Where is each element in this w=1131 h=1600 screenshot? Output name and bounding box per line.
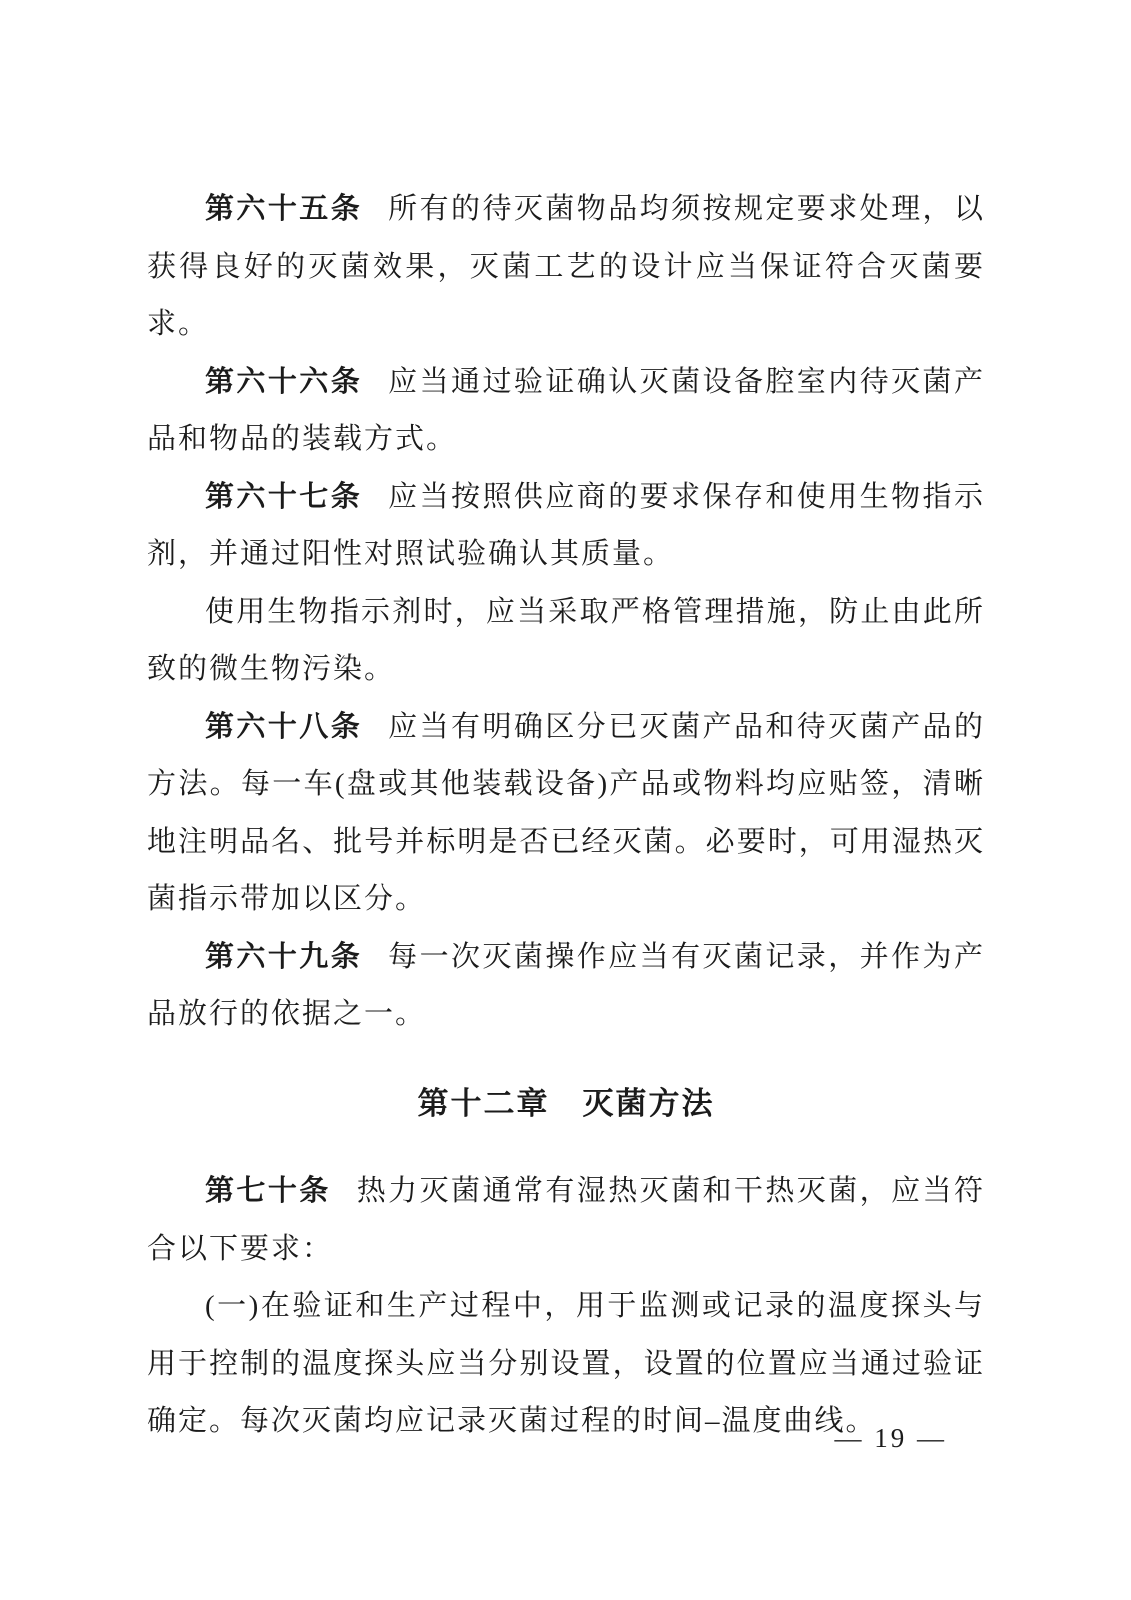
article-69-text: 每一次灭菌操作应当有灭菌记录，并作为产品放行的依据之一。 [147,940,985,1030]
article-67-text: 应当按照供应商的要求保存和使用生物指示剂，并通过阳性对照试验确认其质量。 [147,480,985,570]
article-67 [147,469,985,584]
document-body [147,181,985,1451]
article-66 [147,354,985,469]
article-70-label: 第七十条 [205,1175,331,1207]
article-69 [147,929,985,1044]
page-number: — 19 — [834,1423,947,1453]
article-68-text: 应当有明确区分已灭菌产品和待灭菌产品的方法。每一车(盘或其他装载设备)产品或物料均应贴签，清晰地注明品名、批号并标明是否已经灭菌。必要时，可用湿热灭菌指示带加以区分。 [147,710,985,915]
article-67-label: 第六十七条 [205,480,363,513]
article-70 [147,1163,985,1278]
article-65-text: 所有的待灭菌物品均须按规定要求处理，以获得良好的灭菌效果，灭菌工艺的设计应当保证符合灭菌要求。 [147,193,985,340]
clause-1-paragraph: (一)在验证和生产过程中，用于监测或记录的温度探头与用于控制的温度探头应当分别设置，设置的位置应当通过验证确定。每次灭菌均应记录灭菌过程的时间–温度曲线。 [147,1290,985,1437]
article-65-label: 第六十五条 [205,193,363,225]
article-66-label: 第六十六条 [205,365,363,398]
article-68 [147,699,985,929]
bio-indicator-note-paragraph: 使用生物指示剂时，应当采取严格管理措施，防止由此所致的微生物污染。 [147,595,985,685]
article-68-label: 第六十八条 [205,710,363,743]
article-70-text: 热力灭菌通常有湿热灭菌和干热灭菌，应当符合以下要求： [147,1175,985,1265]
article-65 [147,181,985,354]
article-69-label: 第六十九条 [205,940,363,973]
chapter-12-heading: 第十二章 灭菌方法 [417,1085,715,1121]
article-66-text: 应当通过验证确认灭菌设备腔室内待灭菌产品和物品的装载方式。 [147,365,985,455]
